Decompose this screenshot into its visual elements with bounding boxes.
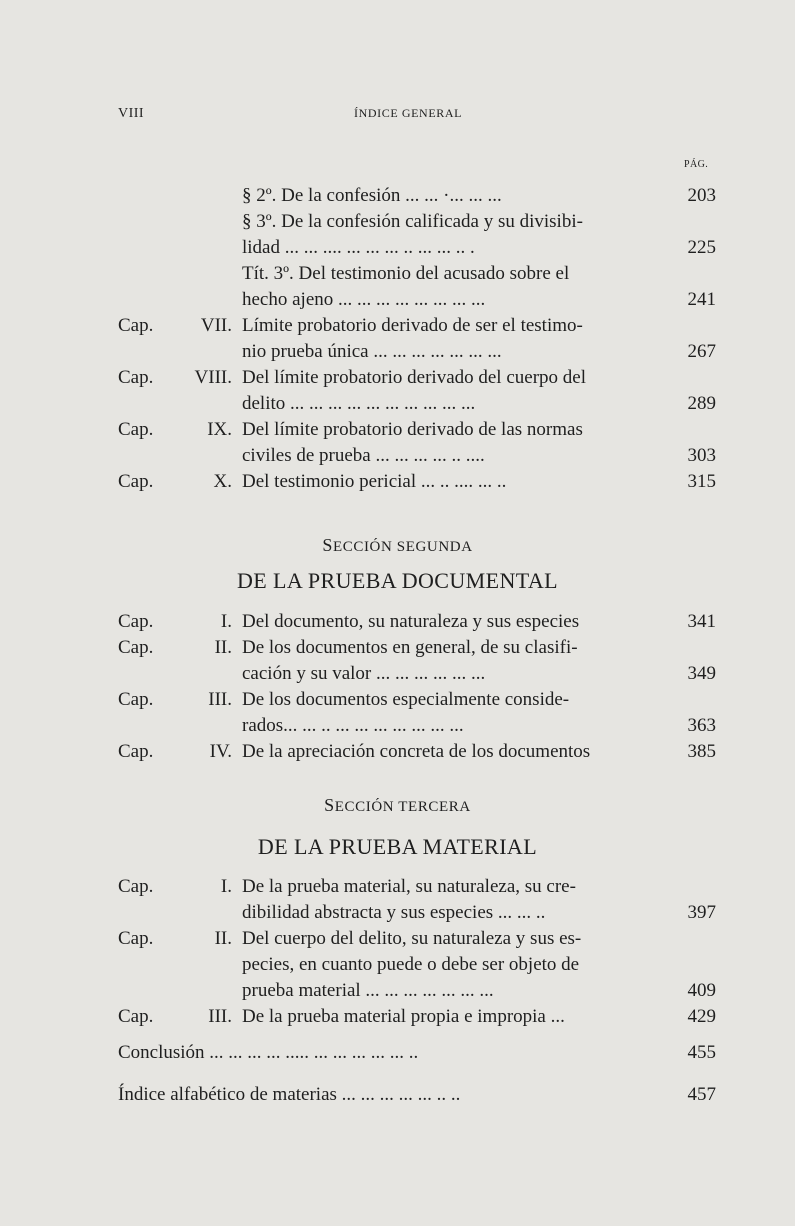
entry-title-line: hecho ajeno ... ... ... ... ... ... ... ... [242,289,486,310]
entry-title-line: § 2º. De la confesión ... ... ·... ... ... [242,185,502,206]
chapter-number: I. [220,876,232,897]
chapter-number: I. [220,611,232,632]
chapter-number: IV. [209,741,232,762]
entry-title-line: pecies, en cuanto puede o debe ser objeto de [242,954,580,975]
entry-title-line: De los documentos en general, de su clasifi- [242,637,578,658]
section-title-documental: DE LA PRUEBA DOCUMENTAL [237,568,558,593]
section-title-material: DE LA PRUEBA MATERIAL [257,834,538,859]
chapter-number: II. [214,928,232,949]
chapter-number: X. [213,471,232,492]
entry-title-line: delito ... ... ... ... ... ... ... ... ... ... [242,393,476,414]
chapter-label: Cap. [118,611,154,632]
entry-page-number: 349 [687,663,716,684]
entry-title-line: De la prueba material propia e impropia ... [242,1006,565,1027]
entry-title-line: nio prueba única ... ... ... ... ... ... ... [242,341,502,362]
entry-title-line: Índice alfabético de materias ... ... ... ... ... .. .. [118,1084,461,1105]
chapter-number: III. [208,1006,232,1027]
chapter-label: Cap. [118,471,154,492]
entry-title-line: Del límite probatorio derivado de las normas [242,419,583,440]
entry-title-line: Del cuerpo del delito, su naturaleza y sus es- [242,928,582,949]
chapter-number: II. [214,637,232,658]
chapter-number: III. [208,689,232,710]
entry-page-number: 397 [687,902,716,923]
entry-page-number: 315 [687,471,716,492]
chapter-label: Cap. [118,367,154,388]
entry-page-number: 363 [687,715,716,736]
entry-page-number: 203 [687,185,716,206]
entry-title-line: Límite probatorio derivado de ser el testimo- [242,315,583,336]
entry-page-number: 457 [687,1084,716,1105]
entry-title-line: De la prueba material, su naturaleza, su cre- [242,876,576,897]
entry-title-line: prueba material ... ... ... ... ... ... ... [242,980,494,1001]
chapter-number: VIII. [194,367,232,388]
running-head-page-number: VIII [118,106,145,121]
entry-page-number: 241 [687,289,716,310]
entry-title-line: dibilidad abstracta y sus especies ... ... .. [242,902,546,923]
chapter-label: Cap. [118,1006,154,1027]
entry-title-line: Del límite probatorio derivado del cuerpo del [242,367,586,388]
chapter-label: Cap. [118,876,154,897]
page-column-label: PÁG. [684,159,709,170]
section-label-segunda: SECCIÓN SEGUNDA [322,535,473,555]
entry-page-number: 341 [687,611,716,632]
entry-title-line: Del documento, su naturaleza y sus especies [242,611,580,632]
entry-page-number: 225 [687,237,716,258]
entry-title-line: De la apreciación concreta de los documentos [242,741,591,762]
entry-page-number: 409 [687,980,716,1001]
chapter-label: Cap. [118,689,154,710]
chapter-label: Cap. [118,928,154,949]
chapter-label: Cap. [118,637,154,658]
entry-title-line: Tít. 3º. Del testimonio del acusado sobre el [242,263,570,284]
entry-title-line: De los documentos especialmente conside- [242,689,570,710]
entry-page-number: 429 [687,1006,716,1027]
entry-page-number: 267 [687,341,716,362]
entry-page-number: 385 [687,741,716,762]
running-head-title: ÍNDICE GENERAL [354,106,463,120]
entry-title-line: rados... ... .. ... ... ... ... ... ... ... [242,715,464,736]
entry-title-line: Del testimonio pericial ... .. .... ... .. [242,471,507,492]
entry-title-line: civiles de prueba ... ... ... ... .. .... [242,445,485,466]
section-label-tercera: SECCIÓN TERCERA [324,795,471,815]
entry-title-line: § 3º. De la confesión calificada y su divisibi- [242,211,583,232]
entry-title-line: cación y su valor ... ... ... ... ... ... [242,663,486,684]
chapter-label: Cap. [118,741,154,762]
entry-title-line: lidad ... ... .... ... ... ... .. ... ... .. . [242,237,475,258]
chapter-number: IX. [207,419,232,440]
entry-title-line: Conclusión ... ... ... ... ..... ... ... ... ... ... .. [118,1042,419,1063]
entry-page-number: 303 [687,445,716,466]
chapter-number: VII. [200,315,232,336]
chapter-label: Cap. [118,419,154,440]
entry-page-number: 289 [687,393,716,414]
entry-page-number: 455 [687,1042,716,1063]
chapter-label: Cap. [118,315,154,336]
